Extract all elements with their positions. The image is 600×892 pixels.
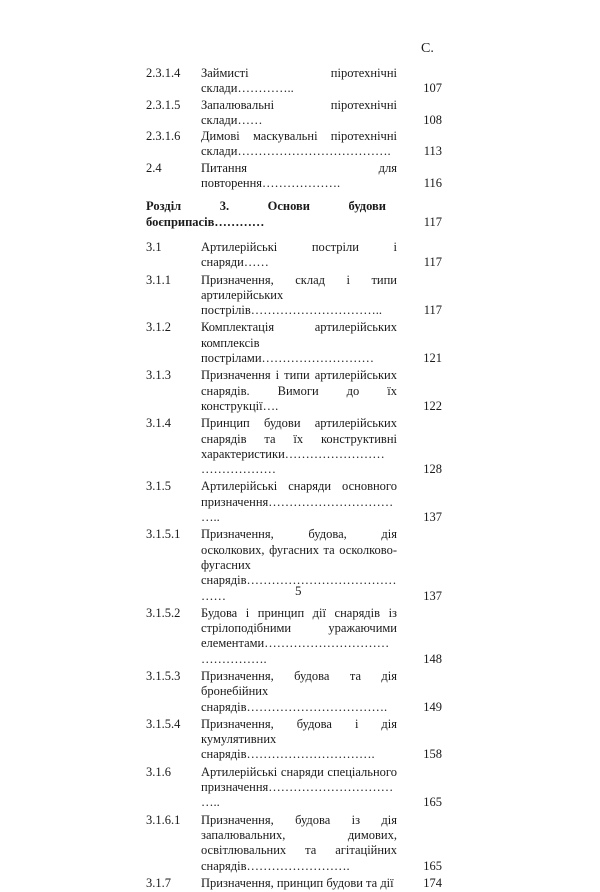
- toc-entry: [146, 717, 442, 763]
- toc-entry-page: 158: [423, 747, 442, 762]
- toc-entry-title: Артилерійські снаряди спеціального призначення……………………………..: [201, 764, 401, 810]
- toc-entry: [146, 368, 442, 414]
- toc-entry: [146, 240, 442, 271]
- toc-entry-page: 137: [423, 510, 442, 525]
- toc-entry-number: 3.1.4: [146, 416, 171, 431]
- toc-entry-number: 3.1.5.3: [146, 668, 181, 683]
- toc-entry-page: 128: [423, 462, 442, 477]
- toc-entry-title: Призначення, будова із дія запалювальних, димових, освітлювальних та агітаційних снарядів…………………….: [201, 812, 401, 873]
- toc-entry-number: 2.3.1.5: [146, 97, 181, 112]
- toc-entry: [146, 129, 442, 160]
- toc-entry-number: 3.1.5.1: [146, 527, 181, 542]
- toc-entry-title: Займисті піротехнічні склади…………..: [201, 66, 401, 96]
- toc-entry-number: 3.1.6: [146, 764, 171, 779]
- toc-entry-title: Призначення, будова і дія кумулятивних снарядів………………………….: [201, 716, 401, 762]
- toc-entry-page: 117: [423, 255, 442, 270]
- toc-entry-number: 3.1.6.1: [146, 812, 181, 827]
- toc-entry: [146, 479, 442, 525]
- page-column-label: С.: [421, 41, 434, 56]
- toc-entry: [146, 416, 442, 477]
- toc-entry-number: 3.1.5.2: [146, 605, 181, 620]
- toc-entry: [146, 320, 442, 366]
- toc-entry-title: Будова і принцип дії снарядів із стрілоподібними уражаючими елементами……………………………………….: [201, 605, 401, 666]
- toc-entry-number: 3.1.1: [146, 272, 171, 287]
- toc-entry-page: 137: [423, 588, 442, 603]
- toc-entry-number: 2.4: [146, 160, 162, 175]
- toc-section-heading: [146, 199, 442, 230]
- toc-entry-title: Принцип будови артилерійських снарядів та їх конструктивні характеристики……………………………………: [201, 416, 401, 477]
- toc-entry: [146, 98, 442, 129]
- toc-entry-page: 117: [423, 303, 442, 318]
- toc-entry-number: 3.1.2: [146, 320, 171, 335]
- toc-entry-title: Призначення, будова, дія осколкових, фугасних та осколково-фугасних снарядів……………………………………: [201, 527, 401, 603]
- toc-entry-page: 149: [423, 699, 442, 714]
- toc-entry: [146, 66, 442, 97]
- toc-entry: [146, 527, 442, 603]
- toc-entry: [146, 273, 442, 319]
- toc-entry-page: 117: [423, 214, 442, 229]
- toc-entry-title: Питання для повторення……………….: [201, 160, 401, 191]
- toc-entry: [146, 606, 442, 667]
- toc-entry-page: 113: [423, 144, 442, 159]
- toc-entry-title: Запалювальні піротехнічні склади……: [201, 97, 401, 127]
- toc-entry-title: Димові маскувальні піротехнічні склади……………………………….: [201, 129, 401, 159]
- toc-entry-number: 3.1.5.4: [146, 716, 181, 731]
- toc-entry: [146, 813, 442, 874]
- toc-entry-number: 3.1.7: [146, 875, 171, 890]
- toc-entry-number: 2.3.1.4: [146, 66, 181, 80]
- toc-entry: [146, 161, 442, 192]
- toc-entry-number: 3.1: [146, 239, 162, 254]
- toc-entry-number: 3.1.5: [146, 479, 171, 494]
- toc-entry-page: 174: [423, 875, 442, 890]
- toc-entry-title: Комплектація артилерійських комплексів пострілами………………………: [201, 320, 401, 366]
- toc-entry-title: Призначення, склад і типи артилерійських пострілів…………………………..: [201, 272, 401, 318]
- toc-entry-page: 108: [423, 112, 442, 127]
- toc-entry-page: 121: [423, 351, 442, 366]
- toc-entry: [146, 669, 442, 715]
- toc-entry-title: Призначення і типи артилерійських снарядів. Вимоги до їх конструкції….: [201, 368, 401, 413]
- toc-entry: [146, 876, 442, 891]
- toc-entry-title: Призначення, принцип будови та дії: [201, 875, 394, 890]
- toc-entry-page: 165: [423, 858, 442, 873]
- toc-entry-number: 2.3.1.6: [146, 129, 181, 144]
- toc-entry-number: 3.1.3: [146, 368, 171, 383]
- toc-entry-page: 122: [423, 398, 442, 413]
- toc-entry-title: Призначення, будова та дія бронебійних снарядів…………………………….: [201, 668, 401, 714]
- table-of-contents: [146, 66, 442, 892]
- toc-entry-page: 107: [423, 81, 442, 96]
- toc-entry-page: 148: [423, 651, 442, 666]
- toc-entry-title: Розділ 3. Основи будови боєприпасів…………: [146, 199, 390, 229]
- toc-entry-title: Артилерійські снаряди основного призначення……………………………..: [201, 479, 401, 525]
- page-number: 5: [295, 583, 302, 598]
- toc-entry: [146, 765, 442, 811]
- toc-entry-title: Артилерійські постріли і снаряди……: [201, 239, 401, 270]
- toc-entry-page: 165: [423, 795, 442, 810]
- toc-entry-page: 116: [423, 176, 442, 191]
